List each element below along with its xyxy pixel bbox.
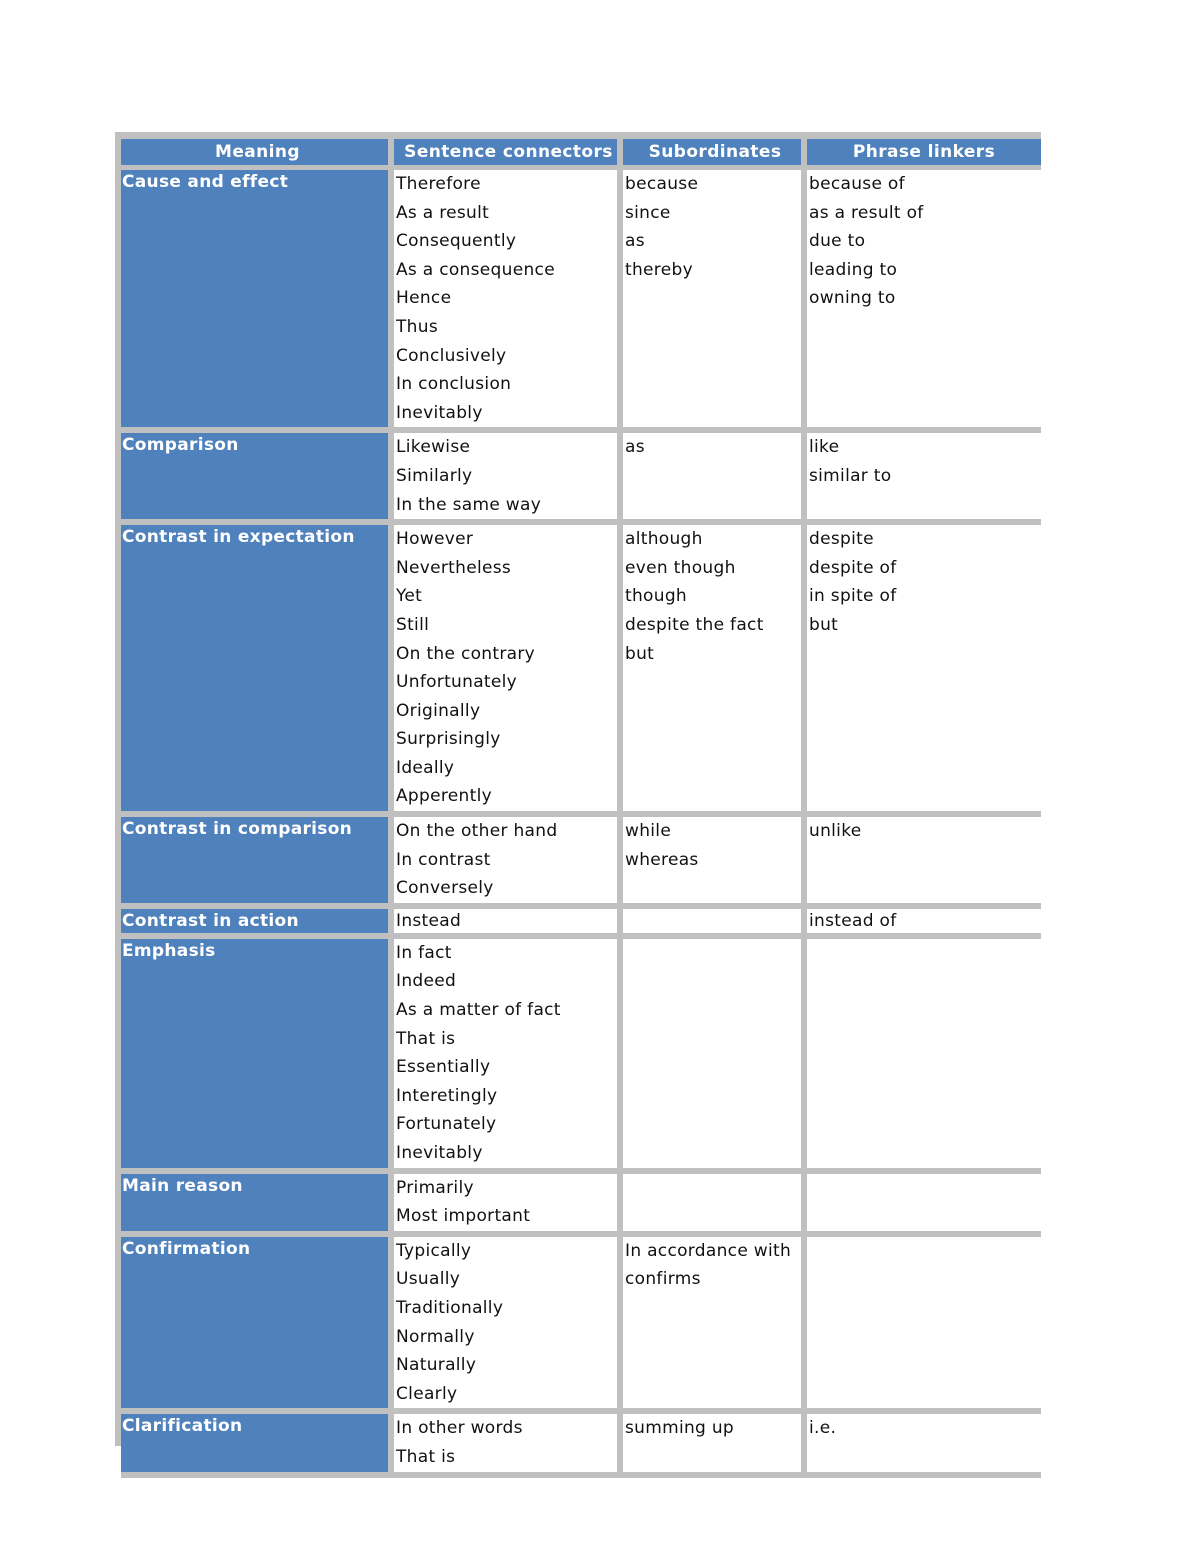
subordinates-cell [623,1414,807,1477]
list-item: owning to [809,288,896,309]
list-item: i.e. [809,1418,837,1439]
list-item: Ideally [396,757,455,778]
list-item: Hence [396,288,452,309]
list-item: but [809,614,839,635]
sentence-connectors-cell [394,433,623,525]
list-item: Similarly [396,465,473,486]
table-row [121,939,1041,1174]
meaning-label: Clarification [122,1416,243,1437]
meaning-label: Contrast in comparison [122,819,353,840]
meaning-label: Contrast in expectation [122,527,355,548]
list-item: Consequently [396,231,517,252]
list-item: as [625,437,645,458]
list-item: Conversely [396,878,494,899]
list-item: Inevitably [396,402,483,423]
sentence-connectors-cell [394,1237,623,1415]
subordinates-cell [623,817,807,909]
header-row [121,139,1041,170]
phrase-linkers-cell [807,939,1041,1174]
list-item: due to [809,231,866,252]
meaning-label: Main reason [122,1175,243,1196]
subordinates-cell [623,1174,807,1237]
list-item: Therefore [396,174,481,194]
subordinates-cell [623,1237,807,1415]
list-item: since [625,202,671,223]
list-item: In the same way [396,494,542,515]
list-item: thereby [625,259,693,280]
list-item: Clearly [396,1383,458,1404]
phrase-linkers-cell [807,909,1041,939]
subordinates-cell [623,170,807,433]
list-item: Usually [396,1269,461,1290]
list-item: because [625,174,699,194]
list-item: though [625,586,687,607]
meaning-cell [121,909,394,939]
header-subordinates: Subordinates [623,139,807,170]
list-item: as [625,231,645,252]
list-item: whereas [625,849,699,870]
meaning-cell [121,817,394,909]
list-item: as a result of [809,202,924,223]
list-item: although [625,529,703,550]
list-item: Unfortunately [396,672,518,693]
sentence-connectors-cell [394,909,623,939]
list-item: Conclusively [396,345,507,366]
meaning-cell [121,170,394,433]
list-item: Instead [396,910,462,931]
header-sentence-connectors: Sentence connectors [394,139,623,170]
list-item: Likewise [396,437,471,458]
table-row [121,1174,1041,1237]
phrase-linkers-cell [807,525,1041,817]
subordinates-cell [623,433,807,525]
list-item: However [396,529,474,550]
meaning-cell [121,525,394,817]
list-item: in spite of [809,586,897,607]
list-item: like [809,437,840,458]
list-item: Normally [396,1326,475,1347]
list-item: In fact [396,942,452,963]
list-item: but [625,643,655,664]
list-item: That is [396,1028,456,1049]
list-item: That is [396,1446,456,1467]
sentence-connectors-cell [394,817,623,909]
list-item: In other words [396,1418,523,1439]
meaning-label: Emphasis [122,940,216,961]
list-item: Most important [396,1206,531,1227]
phrase-linkers-cell [807,817,1041,909]
list-item: while [625,821,672,842]
table-row [121,433,1041,525]
table-row [121,817,1041,909]
header-phrase-linkers: Phrase linkers [807,139,1041,170]
list-item: confirms [625,1269,701,1290]
meaning-label: Comparison [122,435,239,456]
meaning-cell [121,433,394,525]
list-item: Still [396,614,430,635]
header-meaning: Meaning [121,139,394,170]
table-row [121,170,1041,433]
meaning-label: Confirmation [122,1238,251,1259]
list-item: Originally [396,700,481,721]
meaning-cell [121,939,394,1174]
list-item: Primarily [396,1177,474,1198]
phrase-linkers-cell [807,433,1041,525]
list-item: In accordance with [625,1240,792,1261]
phrase-linkers-cell [807,1237,1041,1415]
list-item: As a matter of fact [396,1000,561,1021]
sentence-connectors-cell [394,939,623,1174]
table-body [121,170,1041,1478]
table-row [121,525,1041,817]
list-item: unlike [809,821,862,842]
list-item: Essentially [396,1057,491,1078]
list-item: Thus [396,316,438,337]
connectors-table [121,139,1041,1478]
list-item: despite of [809,557,897,578]
list-item: Fortunately [396,1114,497,1135]
list-item: Inevitably [396,1143,483,1163]
list-item: On the other hand [396,821,558,842]
list-item: Indeed [396,971,457,992]
list-item: On the contrary [396,643,536,664]
document-table-frame [115,132,1041,1467]
meaning-cell [121,1414,394,1477]
sentence-connectors-cell [394,525,623,817]
subordinates-cell [623,525,807,817]
meaning-label: Contrast in action [122,910,299,931]
phrase-linkers-cell [807,170,1041,433]
list-item: despite [809,529,874,550]
list-item: As a result [396,202,490,223]
table-row [121,1414,1041,1477]
list-item: Apperently [396,786,492,807]
list-item: Traditionally [396,1297,504,1318]
subordinates-cell [623,909,807,939]
list-item: instead of [809,910,897,931]
list-item: despite the fact [625,614,764,635]
sentence-connectors-cell [394,1174,623,1237]
list-item: Nevertheless [396,557,512,578]
list-item: Yet [396,586,423,607]
phrase-linkers-cell [807,1174,1041,1237]
meaning-cell [121,1237,394,1415]
list-item: In contrast [396,849,491,870]
list-item: Interetingly [396,1085,498,1106]
phrase-linkers-cell [807,1414,1041,1477]
subordinates-cell [623,939,807,1174]
table-row [121,909,1041,939]
list-item: Surprisingly [396,729,501,750]
list-item: Typically [396,1240,472,1261]
list-item: similar to [809,465,892,486]
list-item: Naturally [396,1355,477,1376]
meaning-cell [121,1174,394,1237]
list-item: In conclusion [396,374,512,395]
list-item: As a consequence [396,259,555,280]
table-row [121,1237,1041,1415]
list-item: even though [625,557,736,578]
list-item: summing up [625,1418,735,1439]
sentence-connectors-cell [394,170,623,433]
list-item: because of [809,174,905,194]
sentence-connectors-cell [394,1414,623,1477]
list-item: leading to [809,259,898,280]
meaning-label: Cause and effect [122,172,289,192]
